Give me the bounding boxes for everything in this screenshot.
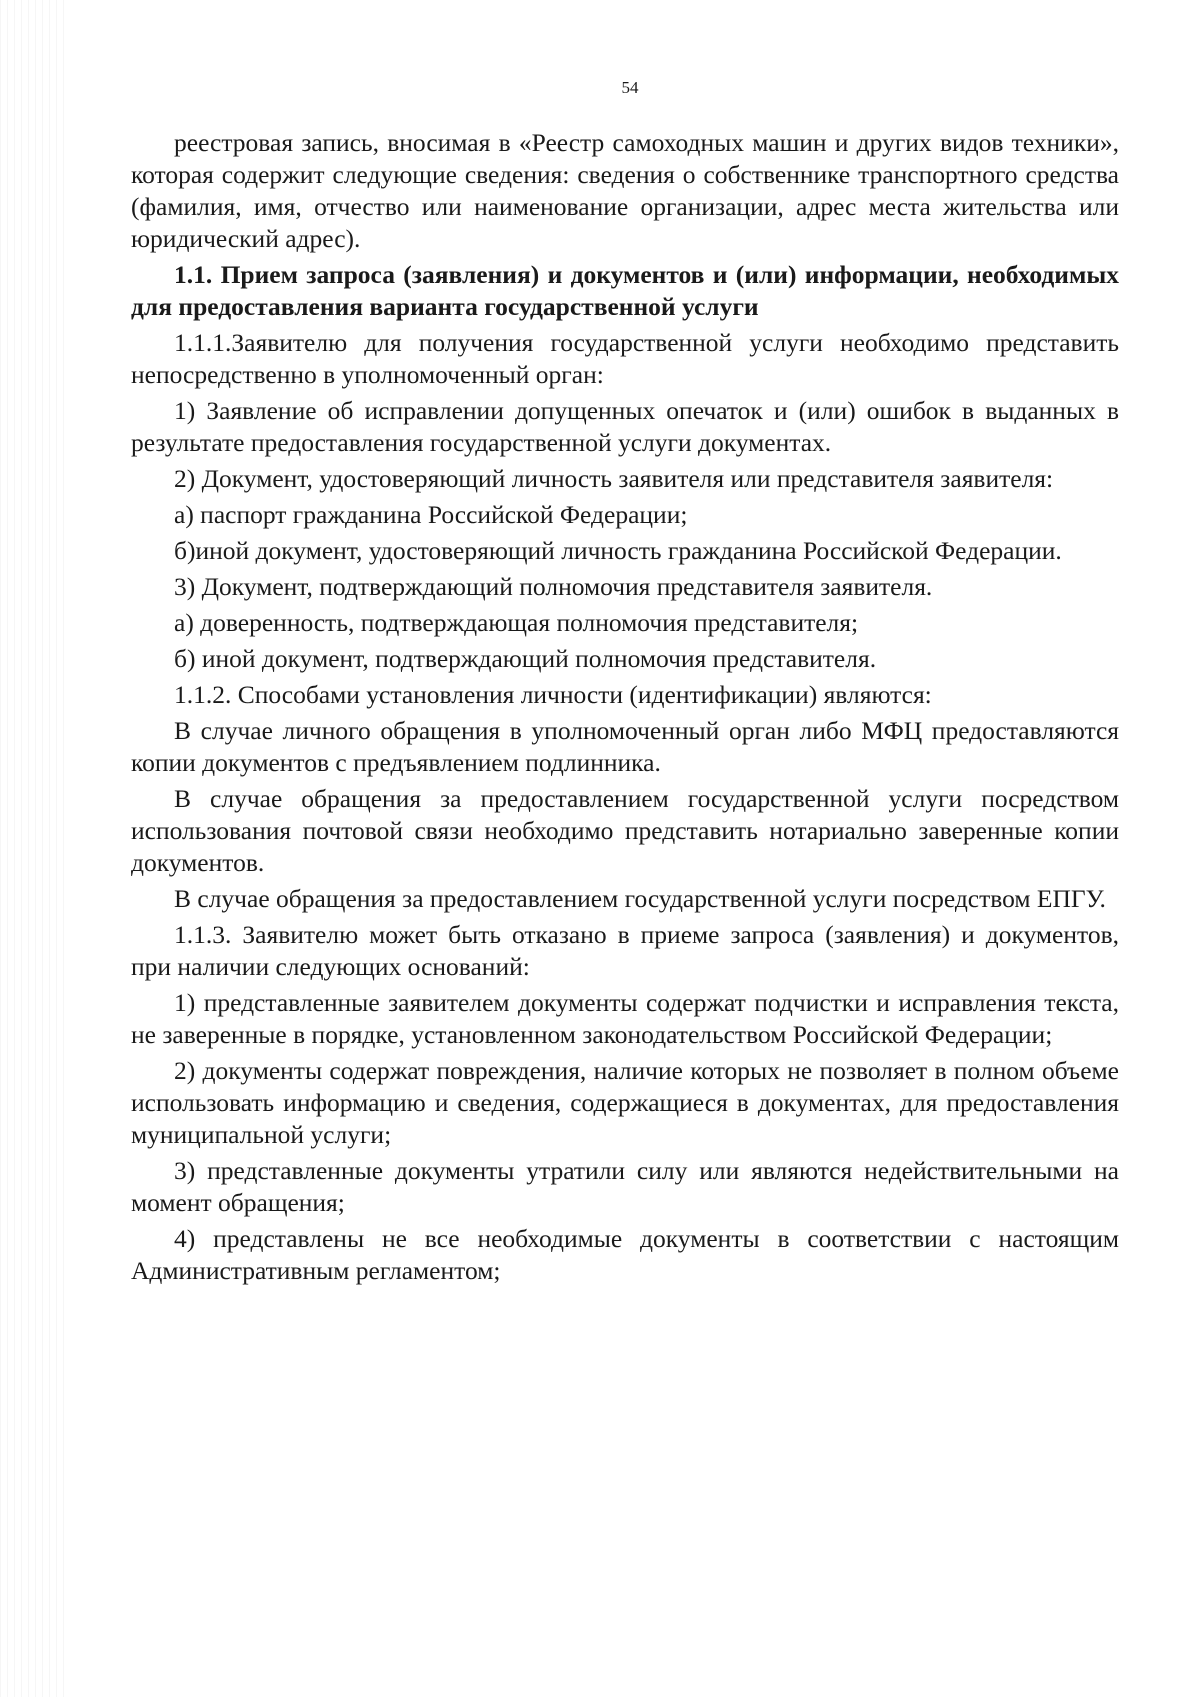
paragraph: В случае обращения за предоставлением государственной услуги посредством ЕПГУ. [174, 884, 1106, 913]
paragraph: 2) документы содержат повреждения, наличие которых не позволяет в полном объеме использовать информацию и сведения, содержащиеся в документах, для предоставления муниципальной услуги; [131, 1056, 1119, 1149]
paragraph: 4) представлены не все необходимые документы в соответствии с настоящим Административным регламентом; [131, 1224, 1119, 1285]
paragraph: 1.1.3. Заявителю может быть отказано в приеме запроса (заявления) и документов, при наличии следующих оснований: [131, 920, 1119, 981]
paragraph: 3) Документ, подтверждающий полномочия представителя заявителя. [174, 572, 933, 601]
section-heading: 1.1. Прием запроса (заявления) и документов и (или) информации, необходимых для предоставления варианта государственной услуги [131, 260, 1119, 321]
paragraph: б)иной документ, удостоверяющий личность гражданина Российской Федерации. [174, 536, 1062, 565]
paragraph: 1.1.2. Способами установления личности (идентификации) являются: [174, 680, 932, 709]
paragraph: 3) представленные документы утратили силу или являются недействительными на момент обращения; [131, 1156, 1119, 1217]
paragraph: В случае обращения за предоставлением государственной услуги посредством использования почтовой связи необходимо представить нотариально заверенные копии документов. [131, 784, 1119, 877]
paragraph: 2) Документ, удостоверяющий личность заявителя или представителя заявителя: [174, 464, 1054, 493]
paragraph: 1) представленные заявителем документы содержат подчистки и исправления текста, не заверенные в порядке, установленном законодательством Российской Федерации; [131, 988, 1119, 1049]
paragraph: б) иной документ, подтверждающий полномочия представителя. [174, 644, 877, 673]
paragraph: 1) Заявление об исправлении допущенных опечаток и (или) ошибок в выданных в результате предоставления государственной услуги документах. [131, 396, 1119, 457]
page-number: 54 [621, 78, 639, 97]
document-body [131, 127, 1119, 1291]
paragraph: а) паспорт гражданина Российской Федерации; [174, 500, 688, 529]
paragraph: а) доверенность, подтверждающая полномочия представителя; [174, 608, 859, 637]
paragraph: 1.1.1.Заявителю для получения государственной услуги необходимо представить непосредственно в уполномоченный орган: [131, 328, 1119, 389]
paragraph: реестровая запись, вносимая в «Реестр самоходных машин и других видов техники», которая содержит следующие сведения: сведения о собственнике транспортного средства (фамилия, имя, отчество или наименование организации, адрес места жительства или юридический адрес). [131, 128, 1119, 253]
paragraph: В случае личного обращения в уполномоченный орган либо МФЦ предоставляются копии документов с предъявлением подлинника. [131, 716, 1119, 777]
